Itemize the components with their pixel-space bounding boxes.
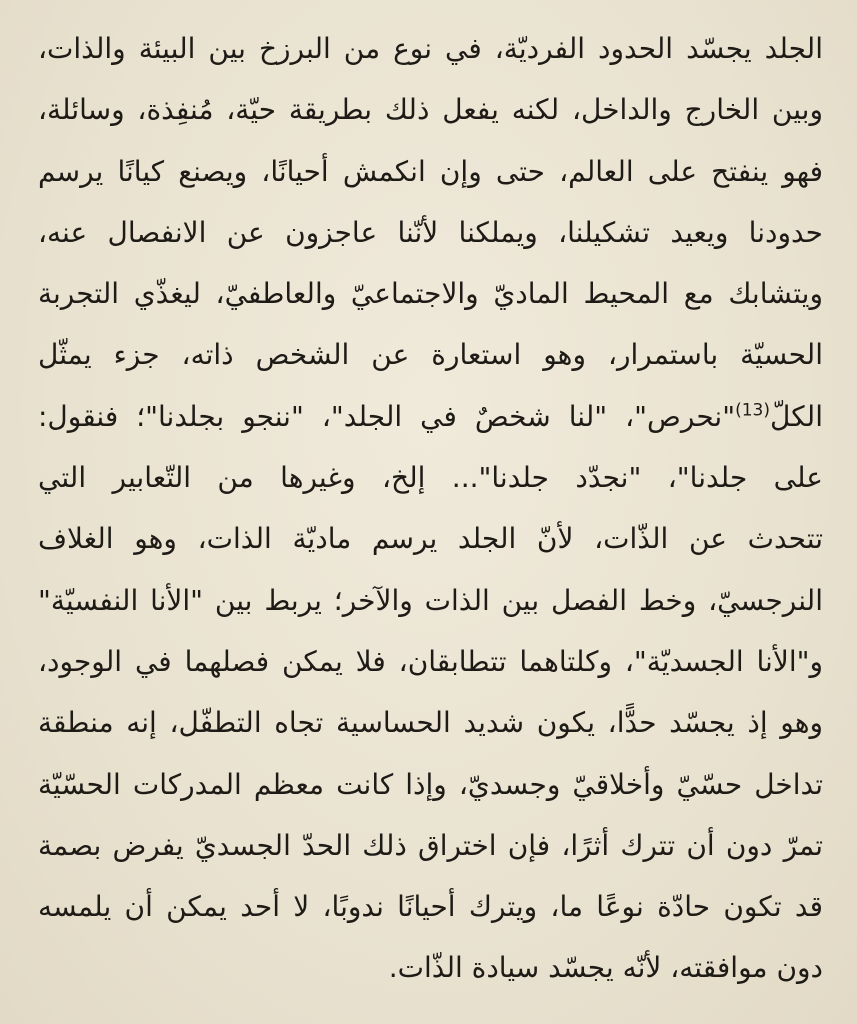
text-line-14: تمرّ دون أن تترك أثرًا، فإن اختراق ذلك الحدّ الجسديّ يفرض بصمة — [38, 828, 823, 862]
footnote-ref: (13) — [735, 400, 771, 421]
line-7-rest: "نحرص"، "لنا شخصٌ في الجلد"، "ننجو بجلدنا"؛ فنقول: — [38, 399, 736, 433]
text-line-12: وهو إذ يجسّد حدًّا، يكون شديد الحساسية تجاه التطفّل، إنه منطقة — [38, 706, 823, 740]
text-line-8: على جلدنا"، "نجدّد جلدنا"... إلخ، وغيرها من التّعابير التي — [38, 461, 823, 495]
text-line-4: حدودنا ويعيد تشكيلنا، ويملكنا لأنّنا عاجزون عن الانفصال عنه، — [38, 215, 823, 249]
text-line-3: فهو ينفتح على العالم، حتى وإن انكمش أحيانًا، ويصنع كيانًا يرسم — [38, 154, 823, 188]
text-line-11: و"الأنا الجسديّة"، وكلتاهما تتطابقان، فلا يمكن فصلهما في الوجود، — [38, 644, 823, 678]
text-line-2: وبين الخارج والداخل، لكنه يفعل ذلك بطريقة حيّة، مُنفِذة، وسائلة، — [38, 93, 823, 127]
line-7-lead: الكلّ — [770, 399, 823, 433]
text-line-7 — [38, 386, 823, 447]
text-line-6: الحسيّة باستمرار، وهو استعارة عن الشخص ذاته، جزء يمثّل — [38, 338, 823, 372]
text-line-9: تتحدث عن الذّات، لأنّ الجلد يرسم ماديّة الذات، وهو الغلاف — [38, 522, 823, 556]
text-line-10: النرجسيّ، وخط الفصل بين الذات والآخر؛ يربط بين "الأنا النفسيّة" — [38, 583, 823, 617]
text-line-5: ويتشابك مع المحيط الماديّ والاجتماعيّ والعاطفيّ، ليغذّي التجربة — [38, 277, 823, 311]
body-text — [38, 18, 823, 999]
text-line-16: دون موافقته، لأنّه يجسّد سيادة الذّات. — [388, 951, 823, 985]
text-line-1: الجلد يجسّد الحدود الفرديّة، في نوع من البرزخ بين البيئة والذات، — [38, 32, 823, 65]
text-line-15: قد تكون حادّة نوعًا ما، ويترك أحيانًا ندوبًا، لا أحد يمكن أن يلمسه — [38, 890, 823, 924]
text-line-13: تداخل حسّيّ وأخلاقيّ وجسديّ، وإذا كانت معظم المدركات الحسّيّة — [38, 767, 823, 801]
